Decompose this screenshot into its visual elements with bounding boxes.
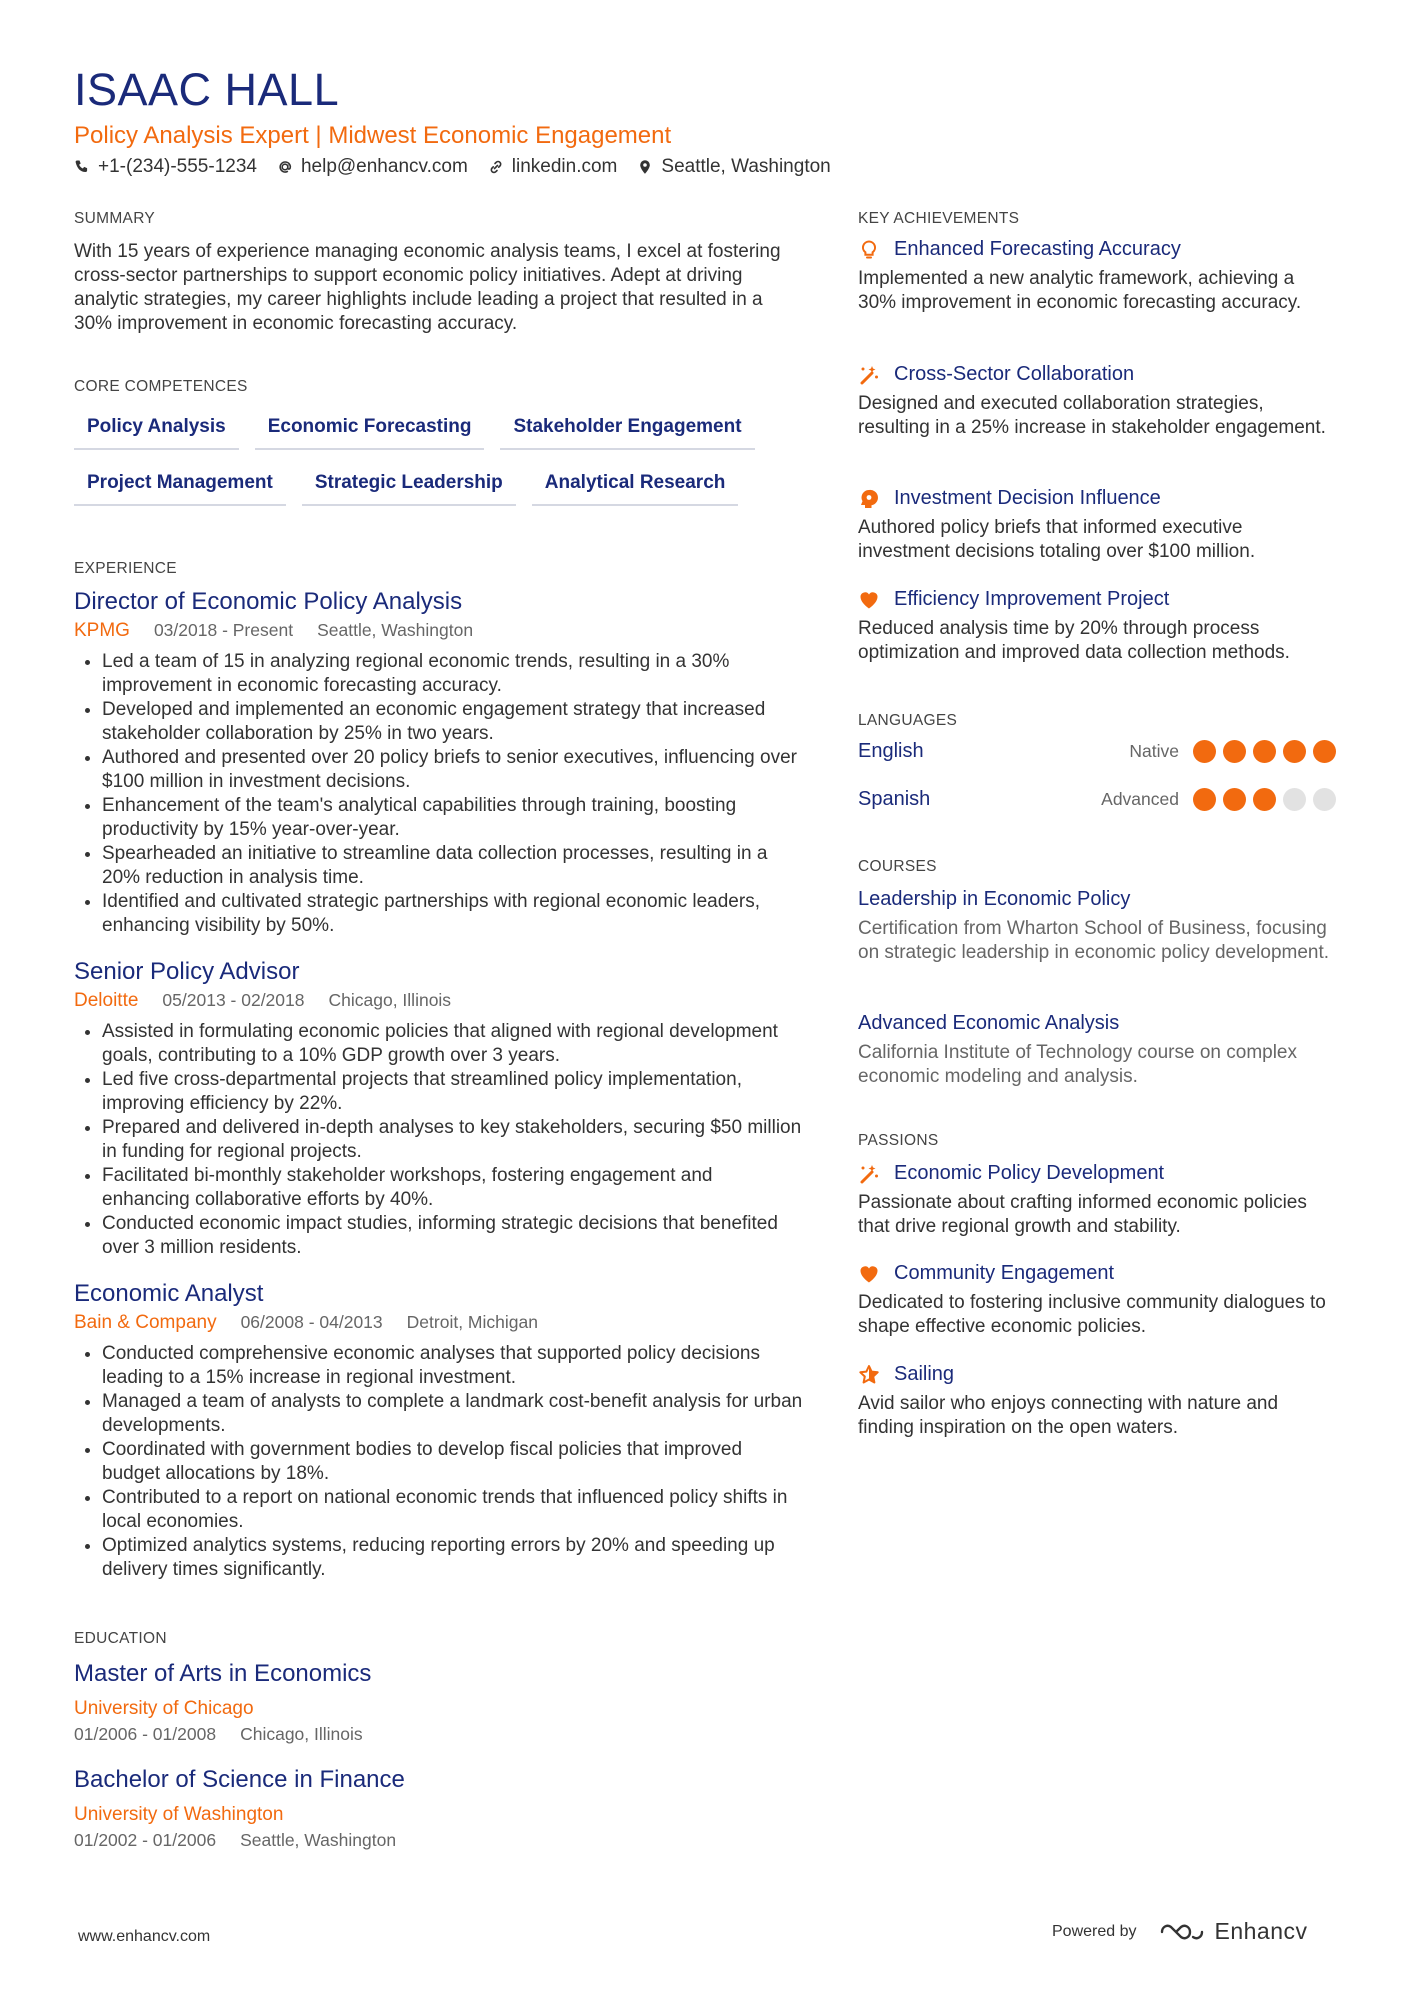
job-bullet: • Conducted comprehensive economic analyses that supported policy decisions leading to a 15% increase in regional investment. (102, 1342, 804, 1390)
education-dates: 01/2006 - 01/2008 (74, 1724, 217, 1744)
passion-header (858, 1363, 1336, 1386)
achievement-item (858, 363, 1336, 440)
course-desc: Certification from Wharton School of Business, focusing on strategic leadership in economic policy development. (858, 918, 1330, 963)
passion-header (858, 1262, 1336, 1285)
job-bullet: • Assisted in formulating economic policies that aligned with regional development goals, contributing to a 10% GDP growth over 3 years. (102, 1020, 804, 1068)
course-item (858, 888, 1336, 965)
rating-dot (1193, 740, 1216, 763)
job-meta (74, 1312, 804, 1334)
achievements-heading: KEY ACHIEVEMENTS (858, 210, 1020, 227)
star-icon (858, 1364, 880, 1386)
experience-heading: EXPERIENCE (74, 560, 177, 577)
job-bullet: • Managed a team of analysts to complete a landmark cost-benefit analysis for urban developments. (102, 1390, 804, 1438)
education-location: Seattle, Washington (240, 1830, 397, 1850)
achievement-header (858, 363, 1336, 386)
at-icon (277, 159, 293, 175)
contact-linkedin[interactable] (488, 156, 618, 178)
competences-row-2 (74, 472, 738, 506)
competences-heading: CORE COMPETENCES (74, 378, 248, 395)
phone-text: +1-(234)-555-1234 (98, 156, 257, 177)
job-bullets (74, 650, 804, 938)
brand-name: Enhancv (1214, 1918, 1308, 1944)
language-rating (1193, 788, 1336, 811)
location-pin-icon (637, 159, 653, 175)
course-name: Leadership in Economic Policy (858, 888, 1131, 910)
achievement-desc: Implemented a new analytic framework, achieving a 30% improvement in economic forecasting accuracy. (858, 268, 1302, 313)
job-title: Economic Analyst (74, 1280, 264, 1307)
magic-wand-icon (858, 364, 880, 386)
job-bullets (74, 1020, 804, 1260)
link-icon (488, 159, 504, 175)
competence-chip: Stakeholder Engagement (500, 416, 754, 450)
job-title: Senior Policy Advisor (74, 958, 300, 985)
course-item (858, 1012, 1336, 1089)
education-location: Chicago, Illinois (240, 1724, 363, 1744)
achievement-desc: Designed and executed collaboration strategies, resulting in a 25% increase in stakeholder engagement. (858, 393, 1326, 438)
job-bullet: • Facilitated bi-monthly stakeholder workshops, fostering engagement and enhancing collaborative efforts by 40%. (102, 1164, 804, 1212)
head-gear-icon (858, 488, 880, 510)
language-level: Native (1129, 741, 1179, 761)
achievement-header (858, 487, 1336, 510)
achievement-desc: Reduced analysis time by 20% through process optimization and improved data collection methods. (858, 618, 1290, 663)
rating-dot (1253, 788, 1276, 811)
passions-heading: PASSIONS (858, 1132, 939, 1149)
job-bullet: • Led five cross-departmental projects that streamlined policy implementation, improving efficiency by 22%. (102, 1068, 804, 1116)
job-bullet: • Spearheaded an initiative to streamline data collection processes, resulting in a 20% reduction in analysis time. (102, 842, 804, 890)
achievement-item (858, 238, 1336, 315)
job-bullet: • Led a team of 15 in analyzing regional economic trends, resulting in a 30% improvement in economic forecasting accuracy. (102, 650, 804, 698)
course-desc: California Institute of Technology course on complex economic modeling and analysis. (858, 1042, 1298, 1087)
job-meta (74, 990, 804, 1012)
passion-item (858, 1262, 1336, 1339)
achievement-item (858, 487, 1336, 564)
achievement-header (858, 588, 1336, 611)
contact-location (637, 156, 830, 178)
education-meta (74, 1724, 804, 1745)
education-meta (74, 1830, 804, 1851)
passion-title: Community Engagement (894, 1262, 1115, 1284)
job-title: Director of Economic Policy Analysis (74, 588, 463, 615)
rating-dot (1313, 740, 1336, 763)
competence-chip: Economic Forecasting (255, 416, 485, 450)
education-degree: Master of Arts in Economics (74, 1660, 372, 1687)
job-company: Deloitte (74, 990, 139, 1011)
job-bullet: • Conducted economic impact studies, informing strategic decisions that benefited over 3 million residents. (102, 1212, 804, 1260)
achievement-title: Investment Decision Influence (894, 487, 1161, 509)
email-text: help@enhancv.com (300, 156, 468, 177)
achievement-title: Enhanced Forecasting Accuracy (894, 238, 1181, 260)
competence-chip: Policy Analysis (74, 416, 239, 450)
job-company: Bain & Company (74, 1312, 217, 1333)
education-degree: Bachelor of Science in Finance (74, 1766, 405, 1793)
education-entry (74, 1660, 804, 1745)
achievement-header (858, 238, 1336, 261)
rating-dot (1253, 740, 1276, 763)
job-entry (74, 588, 804, 938)
education-dates: 01/2002 - 01/2006 (74, 1830, 217, 1850)
language-name: English (858, 740, 924, 762)
job-dates: 06/2008 - 04/2013 (240, 1312, 383, 1332)
job-company: KPMG (74, 620, 130, 641)
job-bullet: • Prepared and delivered in-depth analyses to key stakeholders, securing $50 million in funding for regional projects. (102, 1116, 804, 1164)
location-text: Seattle, Washington (661, 156, 831, 177)
competences-row-1 (74, 416, 755, 450)
job-location: Seattle, Washington (317, 620, 474, 640)
contact-email[interactable] (277, 156, 468, 178)
candidate-name: ISAAC HALL (74, 64, 340, 115)
job-bullet: • Identified and cultivated strategic partnerships with regional economic leaders, enhancing visibility by 50%. (102, 890, 804, 938)
competence-chip: Strategic Leadership (302, 472, 516, 506)
job-bullet: • Optimized analytics systems, reducing reporting errors by 20% and speeding up delivery times significantly. (102, 1534, 804, 1582)
course-name: Advanced Economic Analysis (858, 1012, 1120, 1034)
language-rating (1193, 740, 1336, 763)
passion-header (858, 1162, 1336, 1185)
contact-phone[interactable] (74, 156, 257, 178)
contact-bar (74, 156, 831, 178)
job-bullet: • Authored and presented over 20 policy briefs to senior executives, influencing over $100 million in investment decisions. (102, 746, 804, 794)
languages-heading: LANGUAGES (858, 712, 958, 729)
achievement-title: Cross-Sector Collaboration (894, 363, 1135, 385)
job-entry (74, 958, 804, 1260)
heart-icon (858, 589, 880, 611)
job-bullets (74, 1342, 804, 1582)
footer-website[interactable]: www.enhancv.com (78, 1928, 211, 1945)
heart-icon (858, 1263, 880, 1285)
rating-dot (1223, 788, 1246, 811)
passion-title: Sailing (894, 1363, 955, 1385)
language-row (858, 740, 1336, 763)
courses-heading: COURSES (858, 858, 937, 875)
rating-dot (1283, 740, 1306, 763)
achievement-title: Efficiency Improvement Project (894, 588, 1170, 610)
magic-wand-icon (858, 1163, 880, 1185)
competence-chip: Analytical Research (532, 472, 739, 506)
job-dates: 05/2013 - 02/2018 (162, 990, 305, 1010)
summary-heading: SUMMARY (74, 210, 156, 227)
rating-dot (1313, 788, 1336, 811)
language-row (858, 788, 1336, 811)
candidate-tagline: Policy Analysis Expert | Midwest Economic Engagement (74, 122, 672, 149)
summary-text: With 15 years of experience managing economic analysis teams, I excel at fostering cross-sector partnerships to support economic policy initiatives. Adept at driving analytic strategies, my career highlights include leading a project that resulted in a 30% improvement in economic forecasting accuracy. (74, 241, 781, 334)
achievement-item (858, 588, 1336, 665)
lightbulb-icon (858, 239, 880, 261)
education-heading: EDUCATION (74, 1630, 167, 1647)
education-school: University of Chicago (74, 1698, 254, 1719)
job-location: Chicago, Illinois (328, 990, 452, 1010)
job-bullet: • Developed and implemented an economic engagement strategy that increased stakeholder collaboration by 25% in two years. (102, 698, 804, 746)
job-dates: 03/2018 - Present (153, 620, 294, 640)
linkedin-text: linkedin.com (511, 156, 618, 177)
language-level: Advanced (1101, 789, 1179, 809)
brand-logo[interactable] (1159, 1918, 1308, 1945)
job-bullet: • Enhancement of the team's analytical capabilities through training, boosting productivity by 15% year-over-year. (102, 794, 804, 842)
passion-item (858, 1363, 1336, 1440)
infinity-logo-icon (1159, 1919, 1205, 1945)
achievement-desc: Authored policy briefs that informed executive investment decisions totaling over $100 million. (858, 517, 1256, 562)
passion-title: Economic Policy Development (894, 1162, 1165, 1184)
job-entry (74, 1280, 804, 1582)
job-bullet: • Coordinated with government bodies to develop fiscal policies that improved budget allocations by 18%. (102, 1438, 804, 1486)
passion-desc: Dedicated to fostering inclusive community dialogues to shape effective economic policies. (858, 1292, 1326, 1337)
rating-dot (1283, 788, 1306, 811)
footer-branding (1052, 1918, 1308, 1945)
job-bullet: • Contributed to a report on national economic trends that influenced policy shifts in local economies. (102, 1486, 804, 1534)
rating-dot (1223, 740, 1246, 763)
education-school: University of Washington (74, 1804, 284, 1825)
powered-by-label: Powered by (1052, 1922, 1137, 1940)
language-name: Spanish (858, 788, 931, 810)
passion-desc: Avid sailor who enjoys connecting with nature and finding inspiration on the open waters. (858, 1393, 1279, 1438)
rating-dot (1193, 788, 1216, 811)
education-entry (74, 1766, 804, 1851)
job-meta (74, 620, 804, 642)
phone-icon (74, 159, 90, 175)
passion-desc: Passionate about crafting informed economic policies that drive regional growth and stability. (858, 1192, 1307, 1237)
passion-item (858, 1162, 1336, 1239)
job-location: Detroit, Michigan (406, 1312, 538, 1332)
competence-chip: Project Management (74, 472, 286, 506)
